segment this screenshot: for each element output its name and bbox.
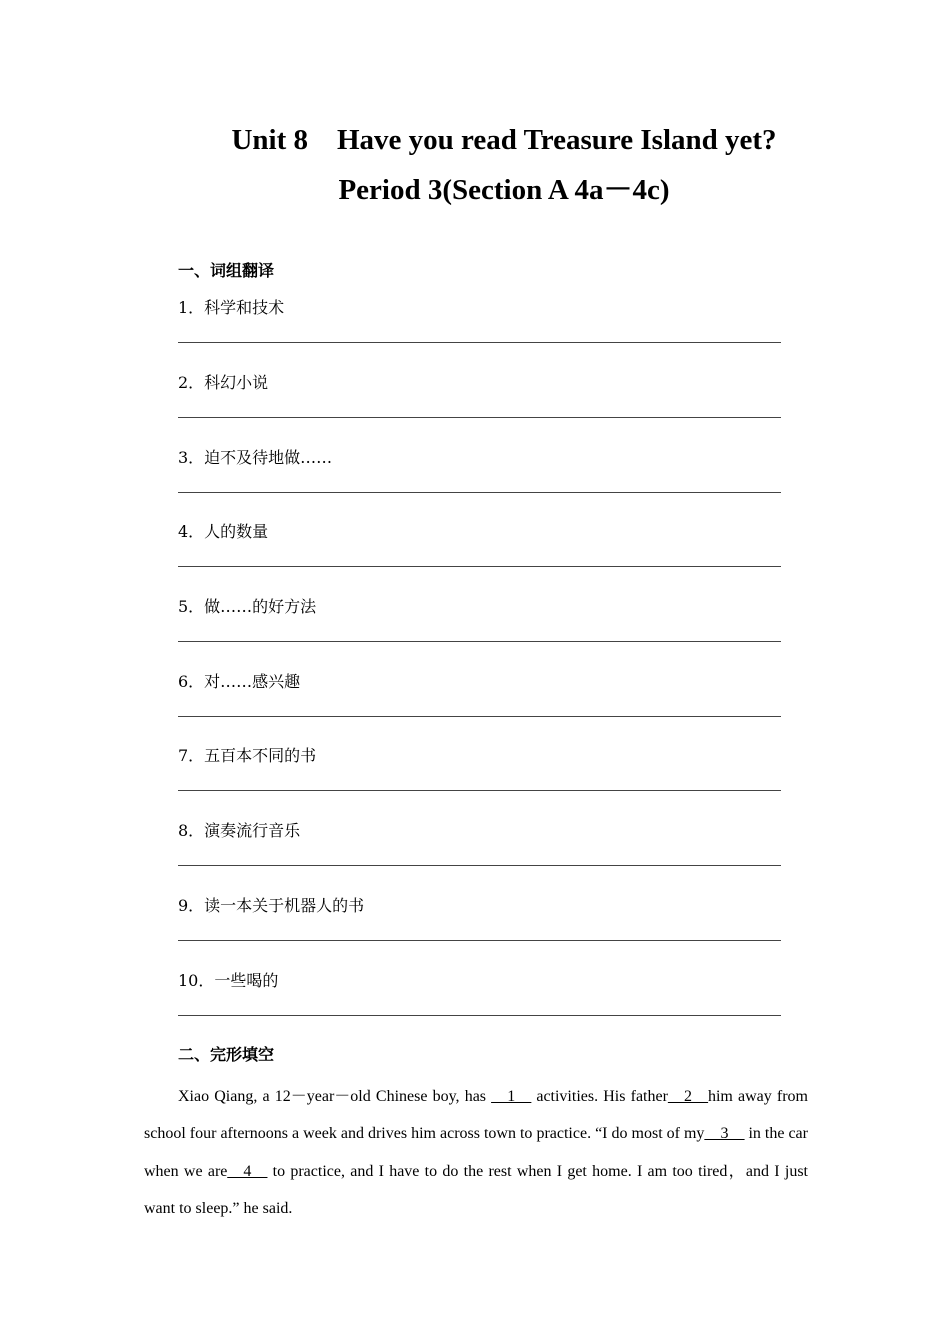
answer-line[interactable] — [178, 417, 781, 418]
translation-item-10 — [178, 970, 782, 1045]
cloze-blank-2[interactable]: __2__ — [667, 1088, 708, 1105]
item-prompt: 4．人的数量 — [178, 522, 269, 541]
unit-title: Unit 8 Have you read Treasure Island yet? — [231, 124, 777, 156]
section-heading-phrase-translation: 一、词组翻译 — [178, 261, 275, 280]
translation-item-5 — [178, 596, 782, 671]
translation-item-7 — [178, 745, 782, 820]
answer-line[interactable] — [178, 342, 781, 343]
answer-line[interactable] — [178, 1015, 781, 1016]
answer-line[interactable] — [178, 790, 781, 791]
translation-item-8 — [178, 820, 782, 895]
answer-line[interactable] — [178, 940, 781, 941]
item-prompt: 1．科学和技术 — [178, 298, 285, 317]
translation-item-1 — [178, 297, 782, 372]
passage-text: him away from school four afternoons a week and drives him across town to practice. “I do most of my — [144, 1088, 808, 1143]
answer-line[interactable] — [178, 492, 781, 493]
cloze-blank-4[interactable]: __4__ — [227, 1162, 268, 1180]
item-prompt: 8．演奏流行音乐 — [178, 821, 301, 840]
translation-item-6 — [178, 671, 782, 746]
cloze-paragraph — [144, 1078, 808, 1227]
passage-text: to practice, and I have to do the rest when I get home. I am too tired，and I just want to sleep.” he said. — [144, 1162, 809, 1217]
translation-item-9 — [178, 895, 782, 970]
cloze-blank-3[interactable]: __3__ — [704, 1125, 745, 1143]
item-prompt: 6．对……感兴趣 — [178, 672, 301, 691]
answer-line[interactable] — [178, 716, 781, 717]
passage-text: activities. His father — [531, 1088, 668, 1105]
item-prompt: 10．一些喝的 — [178, 971, 279, 990]
item-prompt: 7．五百本不同的书 — [178, 746, 317, 765]
cloze-passage — [144, 1078, 808, 1227]
item-prompt: 3．迫不及待地做…… — [178, 448, 333, 467]
passage-text: in the car when we are — [144, 1125, 808, 1180]
translation-item-3 — [178, 447, 782, 522]
passage-text: Xiao Qiang, a 12－year－old Chinese boy, has — [178, 1088, 492, 1105]
translation-item-4 — [178, 521, 782, 596]
answer-line[interactable] — [178, 865, 781, 866]
answer-line[interactable] — [178, 566, 781, 567]
answer-line[interactable] — [178, 641, 781, 642]
item-prompt: 5．做……的好方法 — [178, 597, 317, 616]
cloze-blank-1[interactable]: __1__ — [491, 1088, 532, 1105]
item-prompt: 9．读一本关于机器人的书 — [178, 896, 365, 915]
section-heading-cloze: 二、完形填空 — [178, 1045, 275, 1064]
period-title: Period 3(Section A 4a－4c) — [338, 174, 670, 206]
item-prompt: 2．科幻小说 — [178, 373, 269, 392]
translation-item-2 — [178, 372, 782, 447]
